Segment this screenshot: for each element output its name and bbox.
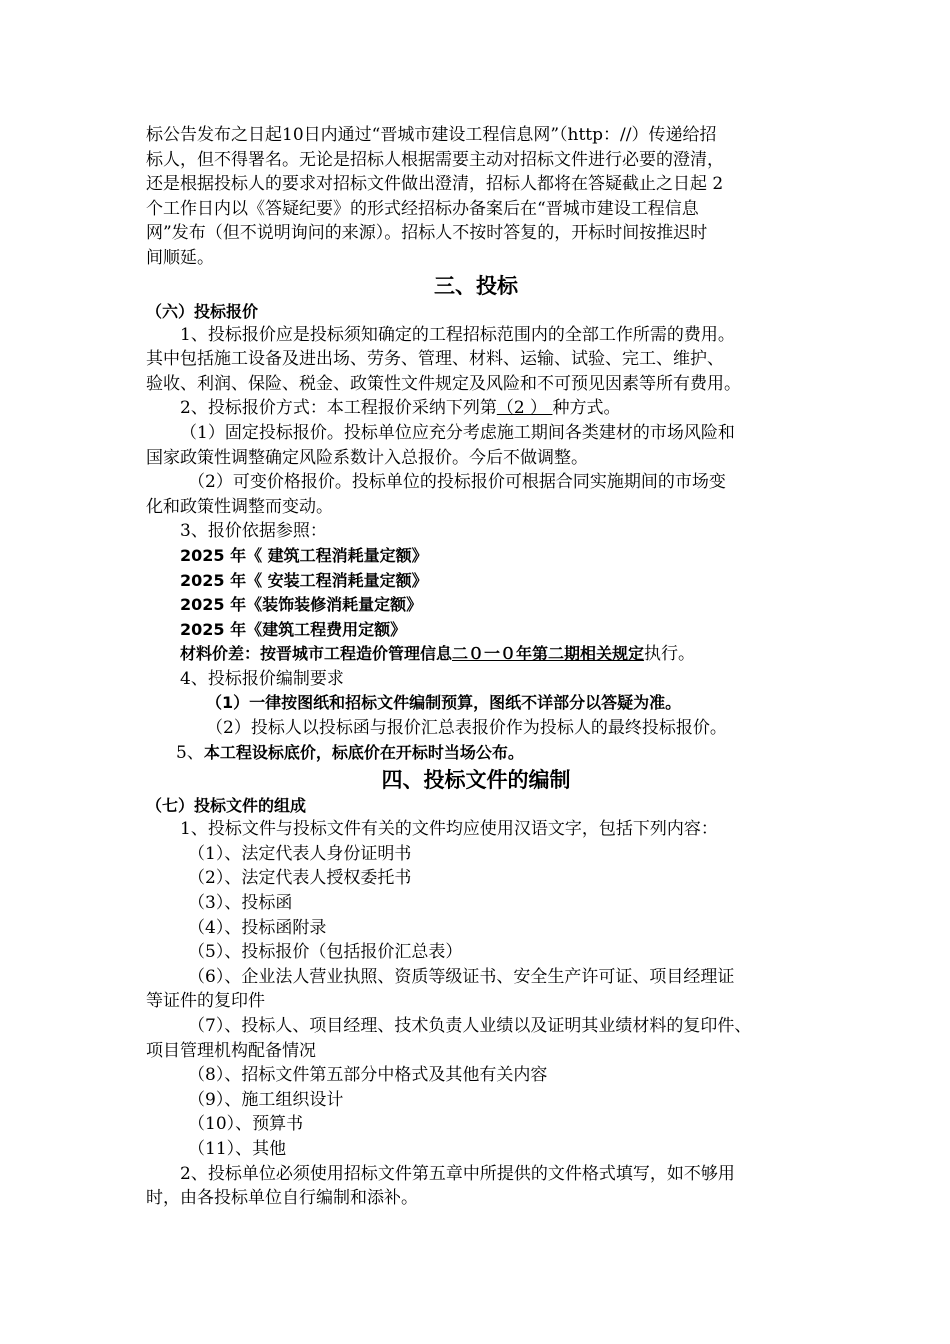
bid-method-choice: （2 ） — [496, 398, 553, 419]
intro-line: 标人，但不得署名。无论是招标人根据需要主动对招标文件进行必要的澄清， — [146, 149, 724, 170]
material-price-rule: 二０一０年第二期相关规定 — [452, 644, 645, 664]
bid-method-suffix: 种方式。 — [552, 398, 621, 419]
list-item-continuation: 项目管理机构配备情况 — [146, 1040, 316, 1061]
list-item: （9）、施工组织设计 — [188, 1089, 344, 1110]
requirement-item: （1）一律按图纸和招标文件编制预算，图纸不详部分以答疑为准。 — [206, 693, 682, 713]
paragraph-line: 时，由各投标单位自行编制和添补。 — [146, 1188, 418, 1209]
reserve-price-text: 本工程设标底价，标底价在开标时当场公布。 — [203, 742, 524, 762]
subsection-bid-composition: （七）投标文件的组成 — [146, 796, 307, 816]
section-title-bidding: 三、投标 — [434, 273, 518, 298]
material-price-line — [146, 642, 806, 667]
section-title-bid-docs: 四、投标文件的编制 — [381, 768, 571, 793]
paragraph-line: 其中包括施工设备及进出场、劳务、管理、材料、运输、试验、完工、维护、 — [146, 349, 724, 370]
list-item: （7）、投标人、项目经理、技术负责人业绩以及证明其业绩材料的复印件、 — [188, 1016, 752, 1036]
bid-method-text: 2、投标报价方式：本工程报价采纳下列第 — [180, 398, 497, 419]
material-price-suffix: 执行。 — [644, 644, 696, 665]
intro-line: 个工作日内以《答疑纪要》的形式经招标办备案后在“晋城市建设工程信息 — [146, 198, 699, 219]
list-item: （2）、法定代表人授权委托书 — [188, 868, 412, 889]
quota-item: 2025 年《 安装工程消耗量定额》 — [180, 570, 428, 590]
paragraph-line: 验收、利润、保险、税金、政策性文件规定及风险和不可预见因素等所有费用。 — [146, 373, 741, 394]
material-price-text: 材料价差：按晋城市工程造价管理信息 — [180, 644, 453, 664]
list-item: （10）、预算书 — [188, 1114, 304, 1135]
reserve-price-line — [146, 741, 806, 766]
intro-line: 网”发布（但不说明询问的来源）。招标人不按时答复的，开标时间按推迟时 — [146, 223, 708, 244]
list-item: （5）、投标报价（包括报价汇总表） — [188, 942, 463, 963]
list-item: （11）、其他 — [188, 1138, 287, 1159]
paragraph-line: 化和政策性调整而变动。 — [146, 496, 333, 517]
list-item: （3）、投标函 — [188, 893, 293, 914]
list-item: （1）、法定代表人身份证明书 — [188, 843, 412, 864]
bid-method-line — [146, 396, 806, 421]
list-item-continuation: 等证件的复印件 — [146, 991, 265, 1012]
reserve-price-num: 5、 — [176, 742, 204, 763]
paragraph-line: （1）固定投标报价。投标单位应充分考虑施工期间各类建材的市场风险和 — [180, 422, 735, 443]
paragraph-line: 4、投标报价编制要求 — [180, 668, 344, 689]
intro-line: 还是根据投标人的要求对招标文件做出澄清，招标人都将在答疑截止之日起 2 — [146, 174, 724, 195]
requirement-item: （2）投标人以投标函与报价汇总表报价作为投标人的最终投标报价。 — [206, 718, 727, 739]
list-item: （6）、企业法人营业执照、资质等级证书、安全生产许可证、项目经理证 — [188, 966, 735, 987]
paragraph-line: （2）可变价格报价。投标单位的投标报价可根据合同实施期间的市场变 — [188, 472, 726, 493]
intro-line: 标公告发布之日起10日内通过“晋城市建设工程信息网”（http：//）传递给招 — [146, 125, 717, 145]
paragraph-line: 1、投标报价应是投标须知确定的工程招标范围内的全部工作所需的费用。 — [180, 324, 735, 345]
paragraph-line: 1、投标文件与投标文件有关的文件均应使用汉语文字，包括下列内容： — [180, 819, 718, 840]
list-item: （8）、招标文件第五部分中格式及其他有关内容 — [188, 1065, 548, 1086]
paragraph-line: 国家政策性调整确定风险系数计入总报价。今后不做调整。 — [146, 447, 588, 468]
quota-item: 2025 年《装饰装修消耗量定额》 — [180, 595, 423, 615]
list-item: （4）、投标函附录 — [188, 917, 327, 938]
document-body — [146, 123, 806, 1211]
intro-line: 间顺延。 — [146, 247, 214, 268]
quota-item: 2025 年《建筑工程费用定额》 — [180, 619, 407, 639]
quota-item: 2025 年《 建筑工程消耗量定额》 — [180, 545, 428, 565]
paragraph-line: 3、报价依据参照： — [180, 521, 327, 542]
subsection-bid-price: （六）投标报价 — [146, 301, 259, 321]
paragraph-line: 2、投标单位必须使用招标文件第五章中所提供的文件格式填写，如不够用 — [180, 1163, 735, 1184]
